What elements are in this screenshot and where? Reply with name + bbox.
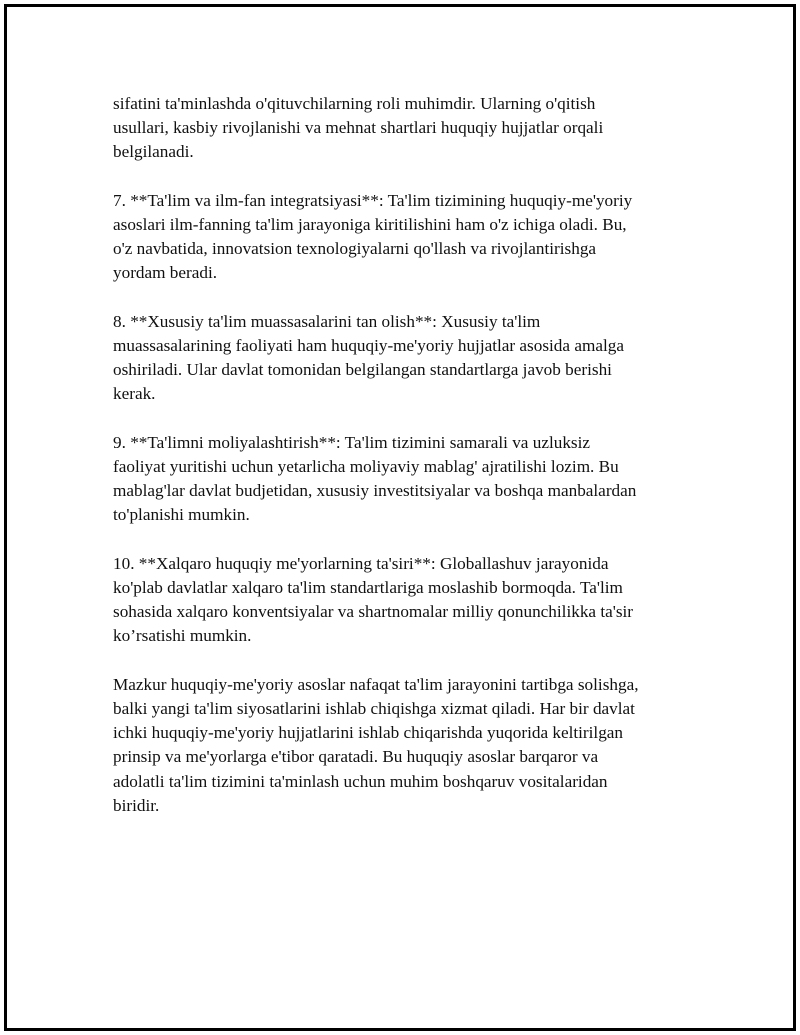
text-line: faoliyat yuritishi uchun yetarlicha moliyaviy mablag' ajratilishi lozim. Bu — [113, 457, 619, 476]
text-line: balki yangi ta'lim siyosatlarini ishlab chiqishga xizmat qiladi. Har bir davlat — [113, 699, 635, 718]
paragraph-teachers-role — [113, 92, 693, 165]
text-line: ichki huquqiy-me'yoriy hujjatlarini ishlab chiqarishda yuqorida keltirilgan — [113, 723, 624, 743]
paragraph-item-7 — [113, 189, 693, 286]
text-line: 9. **Ta'limni moliyalashtirish**: Ta'lim tizimini samarali va uzluksiz — [113, 432, 591, 452]
paragraph-item-9 — [113, 431, 693, 528]
text-line: sifatini ta'minlashda o'qituvchilarning roli muhimdir. Ularning o'qitish — [113, 94, 596, 113]
text-line: belgilanadi. — [113, 142, 194, 162]
text-line: 8. **Xususiy ta'lim muassasalarini tan olish**: Xususiy ta'lim — [113, 311, 541, 331]
text-line: kerak. — [113, 384, 156, 404]
text-line: adolatli ta'lim tizimini ta'minlash uchun muhim boshqaruv vositalaridan — [113, 771, 608, 791]
paragraph-item-10 — [113, 552, 693, 649]
paragraph-item-8 — [113, 310, 693, 407]
text-line: 10. **Xalqaro huquqiy me'yorlarning ta'siri**: Globallashuv jarayonida — [113, 553, 609, 573]
document-body — [113, 92, 693, 842]
text-line: ko’rsatishi mumkin. — [113, 626, 252, 646]
paragraph-conclusion — [113, 673, 693, 818]
text-line: asoslari ilm-fanning ta'lim jarayoniga kiritilishini ham o'z ichiga oladi. Bu, — [113, 215, 627, 234]
text-line: biridir. — [113, 795, 160, 815]
text-line: oshiriladi. Ular davlat tomonidan belgilangan standartlarga javob berishi — [113, 360, 612, 380]
text-line: 7. **Ta'lim va ilm-fan integratsiyasi**: Ta'lim tizimining huquqiy-me'yoriy — [113, 190, 633, 210]
text-line: Mazkur huquqiy-me'yoriy asoslar nafaqat ta'lim jarayonini tartibga solishga, — [113, 674, 639, 694]
text-line: to'planishi mumkin. — [113, 505, 250, 525]
text-line: sohasida xalqaro konventsiyalar va shartnomalar milliy qonunchilikka ta'sir — [113, 602, 634, 622]
text-line: prinsip va me'yorlarga e'tibor qaratadi. Bu huquqiy asoslar barqaror va — [113, 747, 599, 767]
text-line: muassasalarining faoliyati ham huquqiy-me'yoriy hujjatlar asosida amalga — [113, 336, 624, 355]
text-line: usullari, kasbiy rivojlanishi va mehnat shartlari huquqiy hujjatlar orqali — [113, 118, 604, 138]
text-line: o'z navbatida, innovatsion texnologiyalarni qo'llash va rivojlantirishga — [113, 239, 597, 259]
text-line: yordam beradi. — [113, 263, 218, 283]
text-line: mablag'lar davlat budjetidan, xususiy investitsiyalar va boshqa manbalardan — [113, 481, 637, 501]
text-line: ko'plab davlatlar xalqaro ta'lim standartlariga moslashib bormoqda. Ta'lim — [113, 578, 623, 597]
